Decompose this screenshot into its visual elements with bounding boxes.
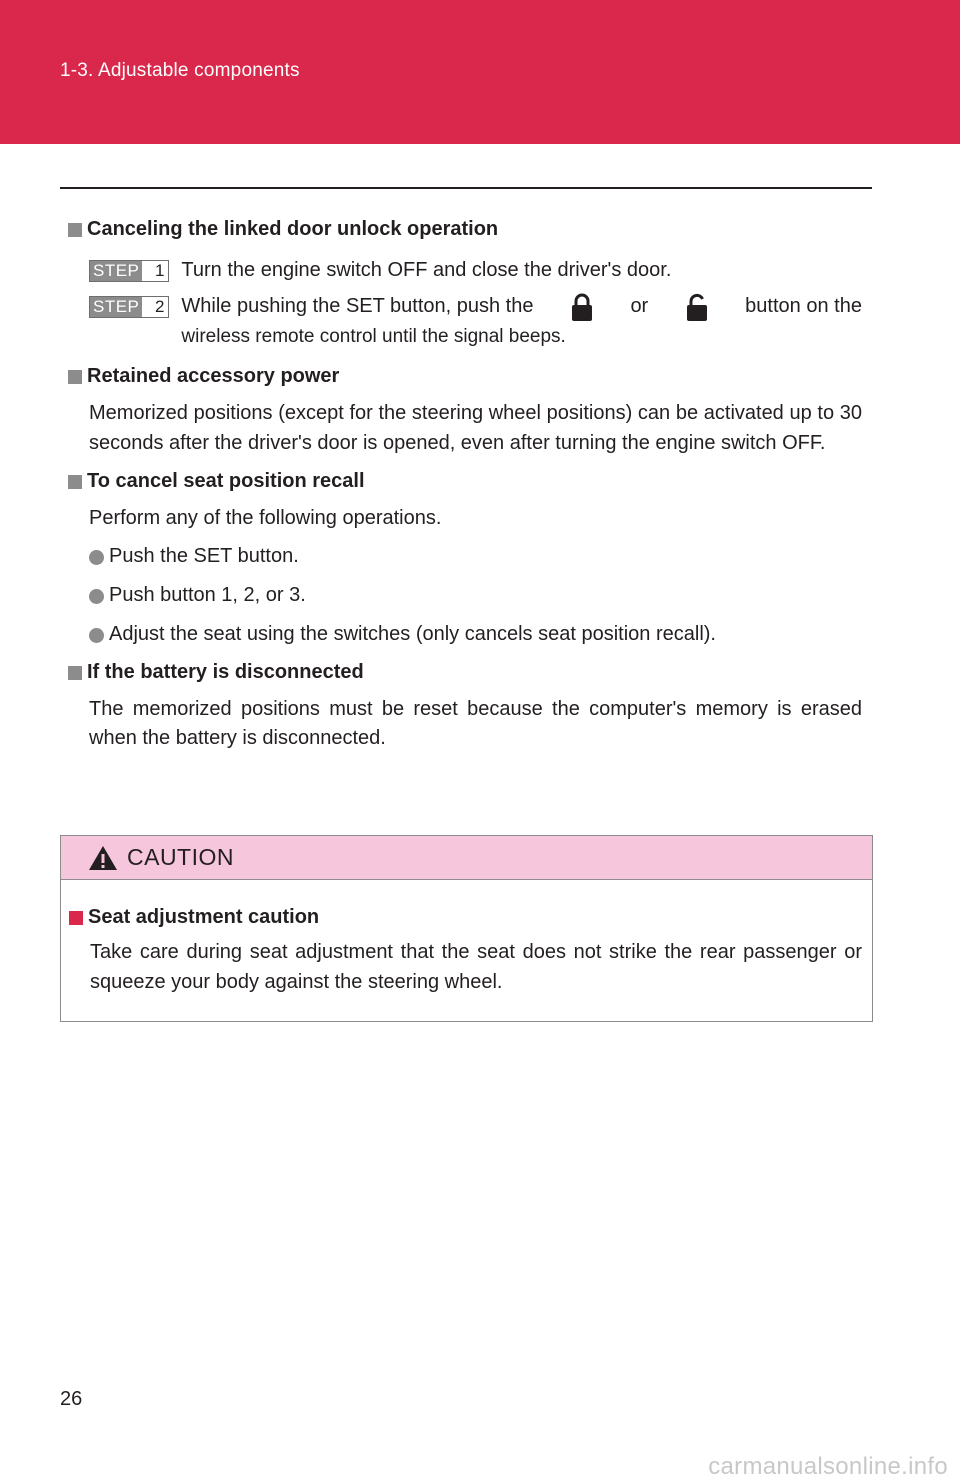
- circle-bullet-icon: [89, 589, 104, 604]
- step-text: While pushing the SET button, push the or button on the wireless remote control until the signal beeps.: [181, 292, 862, 352]
- step-1: [60, 256, 862, 286]
- heading-text: Retained accessory power: [87, 365, 340, 388]
- unlock-icon: [683, 292, 711, 322]
- watermark: carmanualsonline.info: [708, 1453, 948, 1480]
- page-number: 26: [60, 1388, 83, 1410]
- section-heading: [60, 212, 862, 248]
- square-bullet-icon: [68, 223, 82, 237]
- section-heading: [61, 900, 862, 936]
- lock-icon: [568, 292, 596, 322]
- paragraph: The memorized positions must be reset because the computer's memory is erased when the battery is disconnected.: [89, 697, 862, 749]
- square-bullet-icon: [68, 475, 82, 489]
- step-2: [60, 292, 862, 352]
- caution-content: [61, 880, 872, 997]
- section-heading: [60, 359, 862, 395]
- step-badge: STEP 2: [89, 296, 169, 318]
- list-item: Push the SET button.: [60, 538, 862, 577]
- heading-text: Seat adjustment caution: [88, 906, 320, 929]
- list-item: Adjust the seat using the switches (only cancels seat position recall).: [60, 616, 862, 655]
- divider: [60, 187, 872, 189]
- warning-triangle-icon: [87, 844, 119, 872]
- circle-bullet-icon: [89, 550, 104, 565]
- heading-text: If the battery is disconnected: [87, 660, 364, 683]
- caution-box: [60, 835, 873, 1022]
- step-badge: STEP 1: [89, 260, 169, 282]
- caution-title: CAUTION: [127, 844, 234, 870]
- square-bullet-icon: [68, 666, 82, 680]
- heading-text: Canceling the linked door unlock operation: [87, 218, 499, 241]
- section-heading: [60, 655, 862, 691]
- square-bullet-icon: [68, 370, 82, 384]
- square-bullet-icon: [69, 911, 83, 925]
- paragraph: Memorized positions (except for the steering wheel positions) can be activated up to 30 seconds after the driver's door is opened, even after turning the engine switch OFF.: [89, 402, 862, 454]
- paragraph: Take care during seat adjustment that the seat does not strike the rear passenger or squeeze your body against the steering wheel.: [90, 941, 862, 993]
- step-text: Turn the engine switch OFF and close the driver's door.: [181, 259, 672, 281]
- heading-text: To cancel seat position recall: [87, 470, 365, 493]
- section-heading: [60, 464, 862, 500]
- list-item: Push button 1, 2, or 3.: [60, 577, 862, 616]
- page-header: [0, 0, 960, 144]
- section-title: 1-3. Adjustable components: [60, 60, 300, 81]
- circle-bullet-icon: [89, 628, 104, 643]
- paragraph: Perform any of the following operations.: [89, 507, 442, 529]
- main-content: [60, 212, 862, 758]
- caution-header: [61, 836, 872, 880]
